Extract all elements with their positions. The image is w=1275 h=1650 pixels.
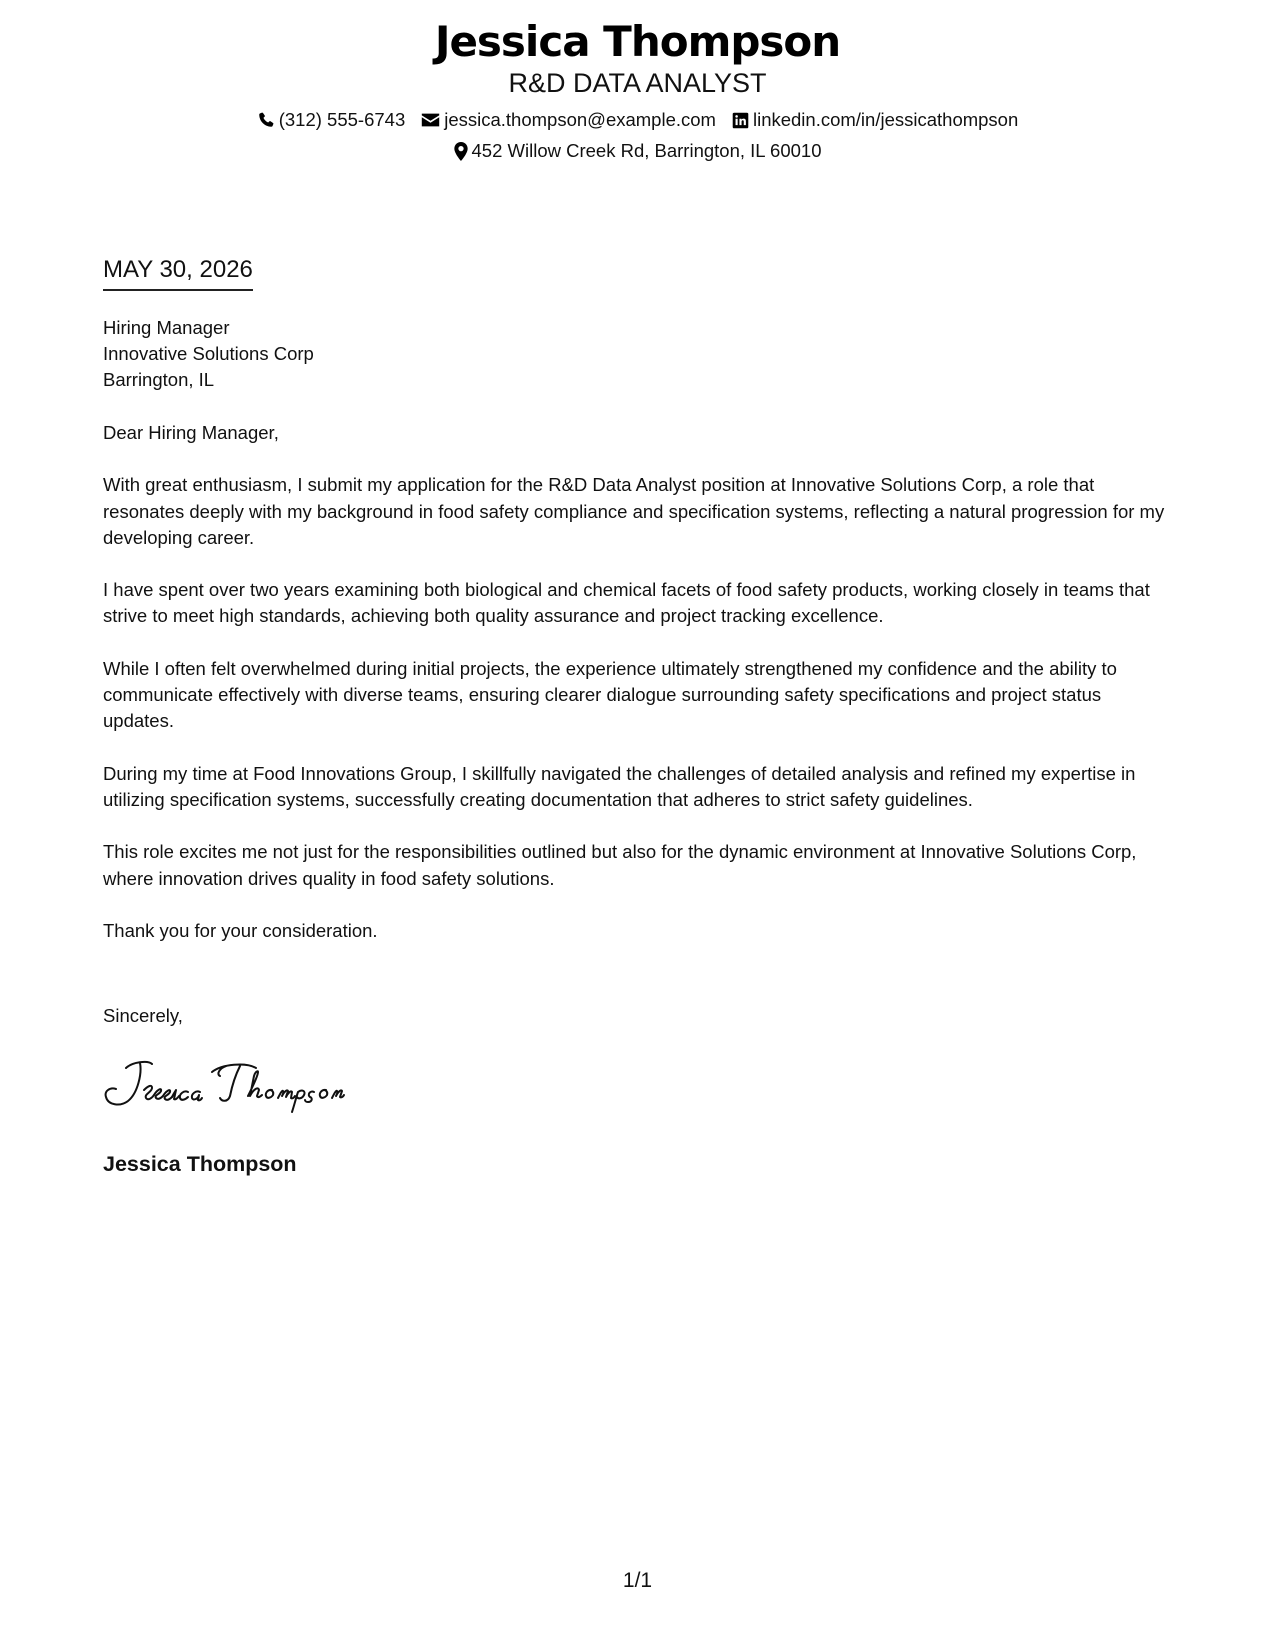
closing: Sincerely, bbox=[103, 1005, 183, 1026]
contact-linkedin bbox=[732, 108, 1018, 132]
contact-address bbox=[454, 139, 822, 163]
phone-text[interactable]: (312) 555-6743 bbox=[278, 109, 406, 130]
letter-date: MAY 30, 2026 bbox=[103, 255, 253, 291]
page-number: 1/1 bbox=[622, 1569, 653, 1592]
map-marker-icon bbox=[454, 142, 468, 161]
letter-body bbox=[103, 420, 1173, 970]
thanks-line: Thank you for your consideration. bbox=[103, 919, 378, 941]
contact-email bbox=[421, 108, 716, 132]
envelope-icon bbox=[421, 112, 440, 128]
contact-phone bbox=[257, 108, 406, 132]
contact-row bbox=[0, 108, 1275, 132]
email-link[interactable]: jessica.thompson@example.com bbox=[444, 109, 716, 130]
body-paragraph: During my time at Food Innovations Group, I skillfully navigated the challenges of detailed analysis and refined my expertise in utilizing specification systems, successfully creating documentation that adheres to strict safety guidelines. bbox=[103, 762, 1136, 810]
job-title: R&D DATA ANALYST bbox=[508, 68, 767, 98]
signature-image bbox=[100, 1050, 370, 1120]
signature bbox=[100, 1050, 370, 1125]
recipient-line: Barrington, IL bbox=[103, 369, 215, 390]
body-paragraph: With great enthusiasm, I submit my application for the R&D Data Analyst position at Innovative Solutions Corp, a role that resonates deeply with my background in food safety compliance and specification systems, reflecting a natural progression for my developing career. bbox=[103, 474, 1165, 548]
letter-header bbox=[0, 18, 1275, 163]
salutation: Dear Hiring Manager, bbox=[103, 422, 279, 443]
recipient-line: Innovative Solutions Corp bbox=[103, 343, 314, 364]
body-paragraph: I have spent over two years examining both biological and chemical facets of food safety products, working closely in teams that strive to meet high standards, achieving both quality assurance and project tracking excellence. bbox=[103, 579, 1150, 627]
body-paragraph: While I often felt overwhelmed during initial projects, the experience ultimately strengthened my confidence and the ability to communicate effectively with diverse teams, ensuring clearer dialogue surrounding safety specifications and project status updates. bbox=[103, 657, 1117, 732]
phone-icon bbox=[257, 111, 275, 129]
linkedin-link[interactable]: linkedin.com/in/jessicathompson bbox=[752, 109, 1019, 130]
recipient-block bbox=[103, 315, 314, 393]
recipient-line: Hiring Manager bbox=[103, 317, 230, 338]
address-text: 452 Willow Creek Rd, Barrington, IL 60010 bbox=[471, 140, 822, 161]
body-paragraph: This role excites me not just for the responsibilities outlined but also for the dynamic environment at Innovative Solutions Corp, where innovation drives quality in food safety solutions. bbox=[103, 841, 1137, 889]
applicant-name: Jessica Thompson bbox=[434, 17, 841, 66]
signed-name: Jessica Thompson bbox=[103, 1152, 297, 1176]
address-row bbox=[0, 139, 1275, 163]
linkedin-icon bbox=[732, 112, 749, 129]
